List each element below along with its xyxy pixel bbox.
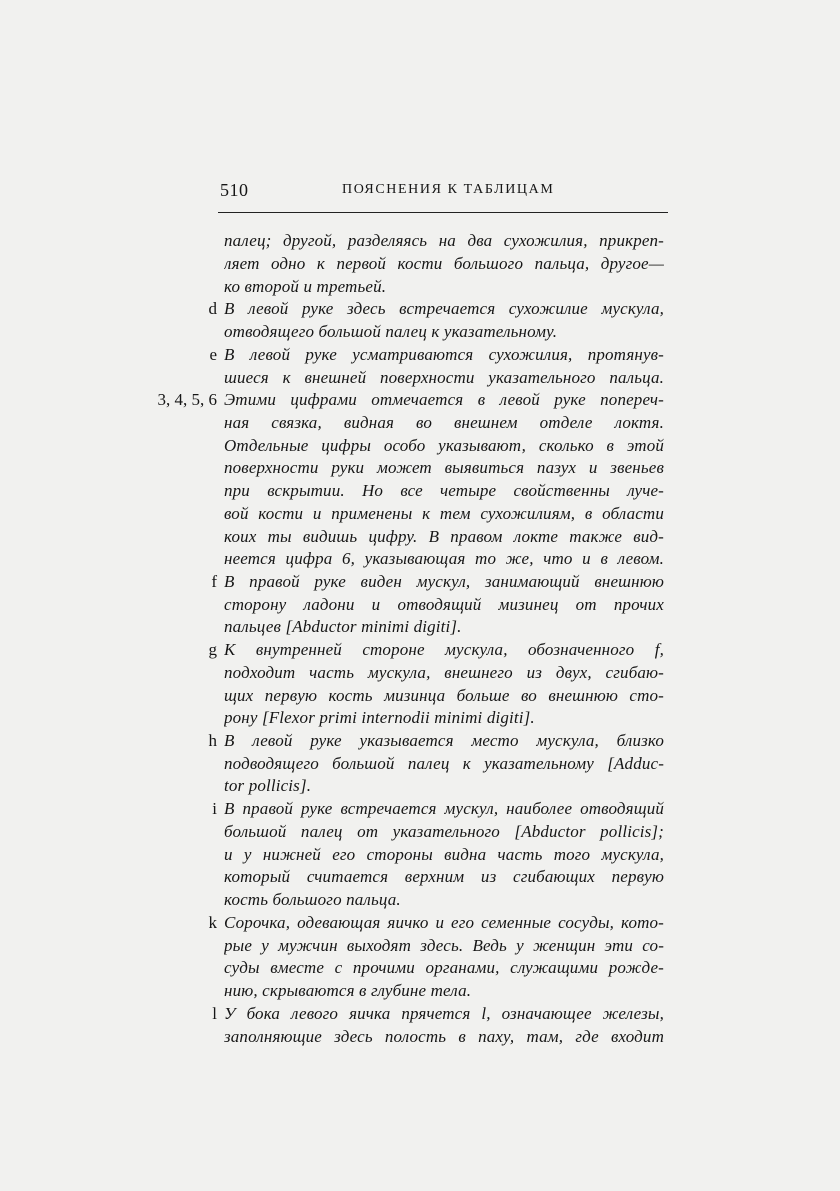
line-text: который считается верхним из сгибающих первую <box>224 867 664 886</box>
line-text: Отдельные цифры особо указывают, сколько в этой <box>224 436 664 455</box>
paragraph-line <box>224 388 664 412</box>
paragraph-line <box>224 1002 664 1026</box>
paragraph-line <box>224 843 664 867</box>
paragraph-line <box>224 752 664 776</box>
paragraph-line <box>224 865 664 889</box>
paragraph-line <box>224 252 664 276</box>
paragraph-line <box>224 706 664 730</box>
paragraph-line <box>224 525 664 549</box>
line-text: В левой руке усматриваются сухожилия, протянув- <box>224 345 664 364</box>
line-text: В левой руке здесь встречается сухожилие мускула, <box>224 299 664 318</box>
paragraph-line <box>224 456 664 480</box>
item-marker-g: g <box>208 640 217 659</box>
line-text: В правой руке встречается мускул, наиболее отводящий <box>224 799 664 818</box>
line-text: неется цифра 6, указывающая то же, что и в левом. <box>224 549 664 568</box>
paragraph-line <box>224 411 664 435</box>
line-text: большой палец от указательного [Abductor pollicis]; <box>224 822 664 841</box>
paragraph-line <box>224 615 664 639</box>
paragraph-line <box>224 661 664 685</box>
page-number: 510 <box>220 180 249 200</box>
paragraph-line <box>224 275 664 299</box>
paragraph-line <box>224 911 664 935</box>
paragraph-line <box>224 934 664 958</box>
item-marker-l: l <box>212 1004 217 1023</box>
item-marker-h: h <box>208 731 217 750</box>
paragraph-line <box>224 570 664 594</box>
paragraph-line <box>224 343 664 367</box>
paragraph-line <box>224 797 664 821</box>
line-text: заполняющие здесь полость в паху, там, где входит <box>224 1027 664 1046</box>
paragraph-line <box>224 229 664 253</box>
line-text: кость большого пальца. <box>224 890 401 909</box>
line-text: поверхности руки может выявиться пазух и звеньев <box>224 458 664 477</box>
line-text: рые у мужчин выходят здесь. Ведь у женщин эти со- <box>224 936 664 955</box>
paragraph-line <box>224 320 664 344</box>
paragraph-line <box>224 638 664 662</box>
line-text: суды вместе с прочими органами, служащими рожде- <box>224 958 664 977</box>
line-text: рону [Flexor primi internodii minimi digiti]. <box>224 708 535 727</box>
paragraph-line <box>224 434 664 458</box>
line-text: отводящего большой палец к указательному. <box>224 322 558 341</box>
paragraph-line <box>224 956 664 980</box>
line-text: В левой руке указывается место мускула, близко <box>224 731 664 750</box>
line-text: ко второй и третьей. <box>224 277 387 296</box>
paragraph-line <box>224 502 664 526</box>
paragraph-line <box>224 774 664 798</box>
line-text: коих ты видишь цифру. В правом локте также вид- <box>224 527 664 546</box>
paragraph-line <box>224 547 664 571</box>
line-text: при вскрытии. Но все четыре свойственны луче- <box>224 481 664 500</box>
item-marker-3-4-5-6: 3, 4, 5, 6 <box>157 390 217 409</box>
line-text: палец; другой, разделяясь на два сухожилия, прикреп- <box>224 231 664 250</box>
line-text: К внутренней стороне мускула, обозначенного f, <box>224 640 664 659</box>
item-marker-d: d <box>208 299 217 318</box>
item-marker-k: k <box>208 913 217 932</box>
paragraph-line <box>224 729 664 753</box>
line-text: ляет одно к первой кости большого пальца, другое— <box>224 254 664 273</box>
line-text: Сорочка, одевающая яичко и его семенные сосуды, кото- <box>224 913 664 932</box>
paragraph-line <box>224 820 664 844</box>
paragraph-line <box>224 979 664 1003</box>
line-text: подводящего большой палец к указательному [Adduc- <box>224 754 664 773</box>
paragraph-line <box>224 479 664 503</box>
line-text: В правой руке виден мускул, занимающий внешнюю <box>224 572 664 591</box>
line-text: tor pollicis]. <box>224 776 312 795</box>
line-text: сторону ладони и отводящий мизинец от прочих <box>224 595 664 614</box>
line-text: У бока левого яичка прячется l, означающее железы, <box>224 1004 664 1023</box>
item-marker-i: i <box>212 799 217 818</box>
line-text: пальцев [Abductor minimi digiti]. <box>224 617 462 636</box>
line-text: и у нижней его стороны видна часть того мускула, <box>224 845 664 864</box>
line-text: Этими цифрами отмечается в левой руке попереч- <box>224 390 664 409</box>
paragraph-line <box>224 366 664 390</box>
paragraph-line <box>224 1025 664 1049</box>
item-marker-f: f <box>211 572 217 591</box>
line-text: шиеся к внешней поверхности указательного пальца. <box>224 368 664 387</box>
running-head: ПОЯСНЕНИЯ К ТАБЛИЦАМ <box>342 182 555 197</box>
paragraph-line <box>224 684 664 708</box>
line-text: вой кости и применены к тем сухожилиям, в области <box>224 504 664 523</box>
line-text: ная связка, видная во внешнем отделе локтя. <box>224 413 664 432</box>
item-marker-e: e <box>209 345 217 364</box>
line-text: подходит часть мускула, внешнего из двух, сгибаю- <box>224 663 664 682</box>
paragraph-line <box>224 888 664 912</box>
paragraph-line <box>224 297 664 321</box>
line-text: нию, скрываются в глубине тела. <box>224 981 472 1000</box>
paragraph-line <box>224 593 664 617</box>
line-text: щих первую кость мизинца больше во внешнюю сто- <box>224 686 664 705</box>
